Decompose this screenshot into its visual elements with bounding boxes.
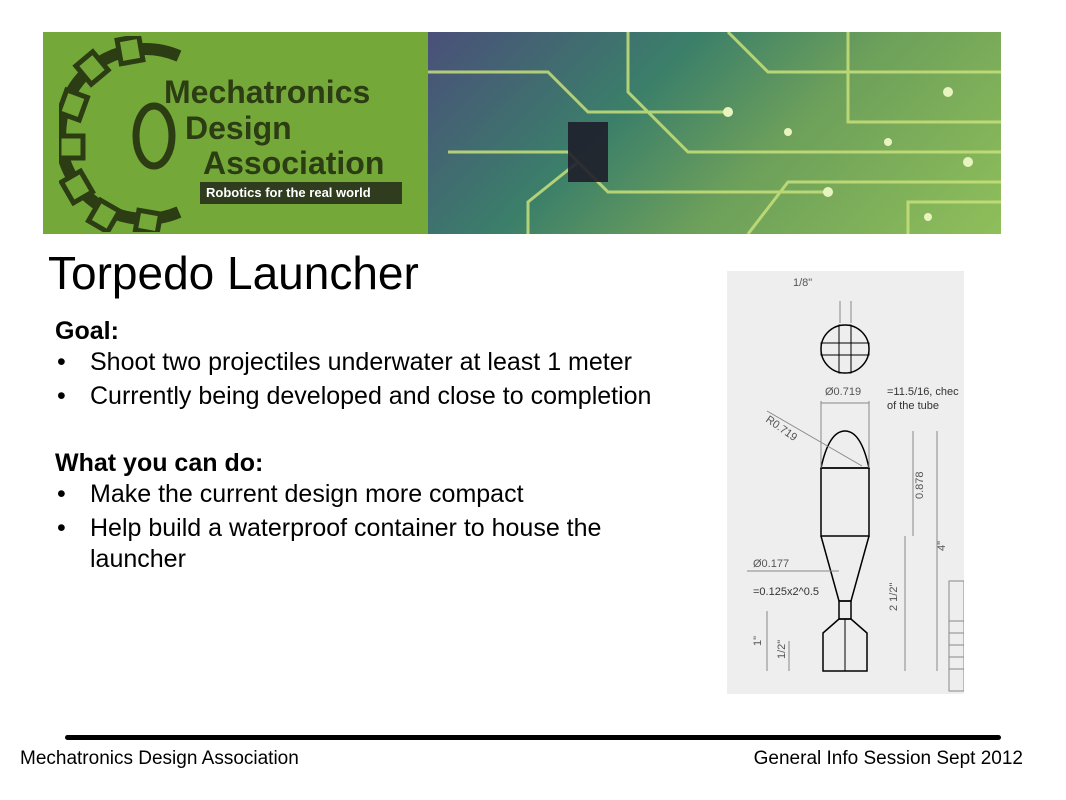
todo-list <box>55 479 675 575</box>
logo-text-line1: Mechatronics <box>164 74 371 110</box>
goal-heading: Goal: <box>55 317 119 345</box>
footer-event: General Info Session Sept 2012 <box>753 748 1023 769</box>
svg-text:of the tube: of the tube <box>887 400 939 412</box>
svg-text:Ø0.177: Ø0.177 <box>753 558 790 570</box>
slide-title: Torpedo Launcher <box>48 247 419 299</box>
list-item: • Help build a waterproof container to house the launcher <box>57 514 602 573</box>
logo-tagline: Robotics for the real world <box>200 182 402 204</box>
todo-heading: What you can do: <box>55 449 264 477</box>
svg-text:=11.5/16, chec: =11.5/16, chec <box>887 386 959 398</box>
slide-content <box>55 316 675 578</box>
svg-text:2 1/2": 2 1/2" <box>888 582 900 611</box>
svg-text:0.878: 0.878 <box>914 471 926 499</box>
logo-text-line2: Design <box>185 110 292 146</box>
svg-text:4": 4" <box>936 540 948 551</box>
list-item: • Currently being developed and close to completion <box>57 382 652 410</box>
chip-shape <box>568 122 608 182</box>
svg-text:Ø0.719: Ø0.719 <box>825 386 862 398</box>
torpedo-drawing-svg <box>727 271 964 694</box>
svg-text:R0.719: R0.719 <box>763 413 800 444</box>
torpedo-technical-drawing <box>727 271 964 694</box>
logo-text-line3: Association <box>203 145 385 181</box>
goal-list <box>55 347 675 412</box>
svg-text:1/8": 1/8" <box>793 277 813 289</box>
circuit-board-image <box>428 32 1001 234</box>
svg-text:=0.125x2^0.5: =0.125x2^0.5 <box>753 586 820 598</box>
svg-text:1": 1" <box>752 635 764 646</box>
circuit-traces <box>428 32 1001 234</box>
logo-panel <box>43 32 428 234</box>
header-banner <box>43 32 1001 234</box>
list-item: • Make the current design more compact <box>57 480 524 508</box>
footer-organization: Mechatronics Design Association <box>20 748 299 769</box>
list-item: • Shoot two projectiles underwater at least 1 meter <box>57 348 632 376</box>
footer-divider <box>65 735 1001 740</box>
svg-text:1/2": 1/2" <box>776 639 788 659</box>
